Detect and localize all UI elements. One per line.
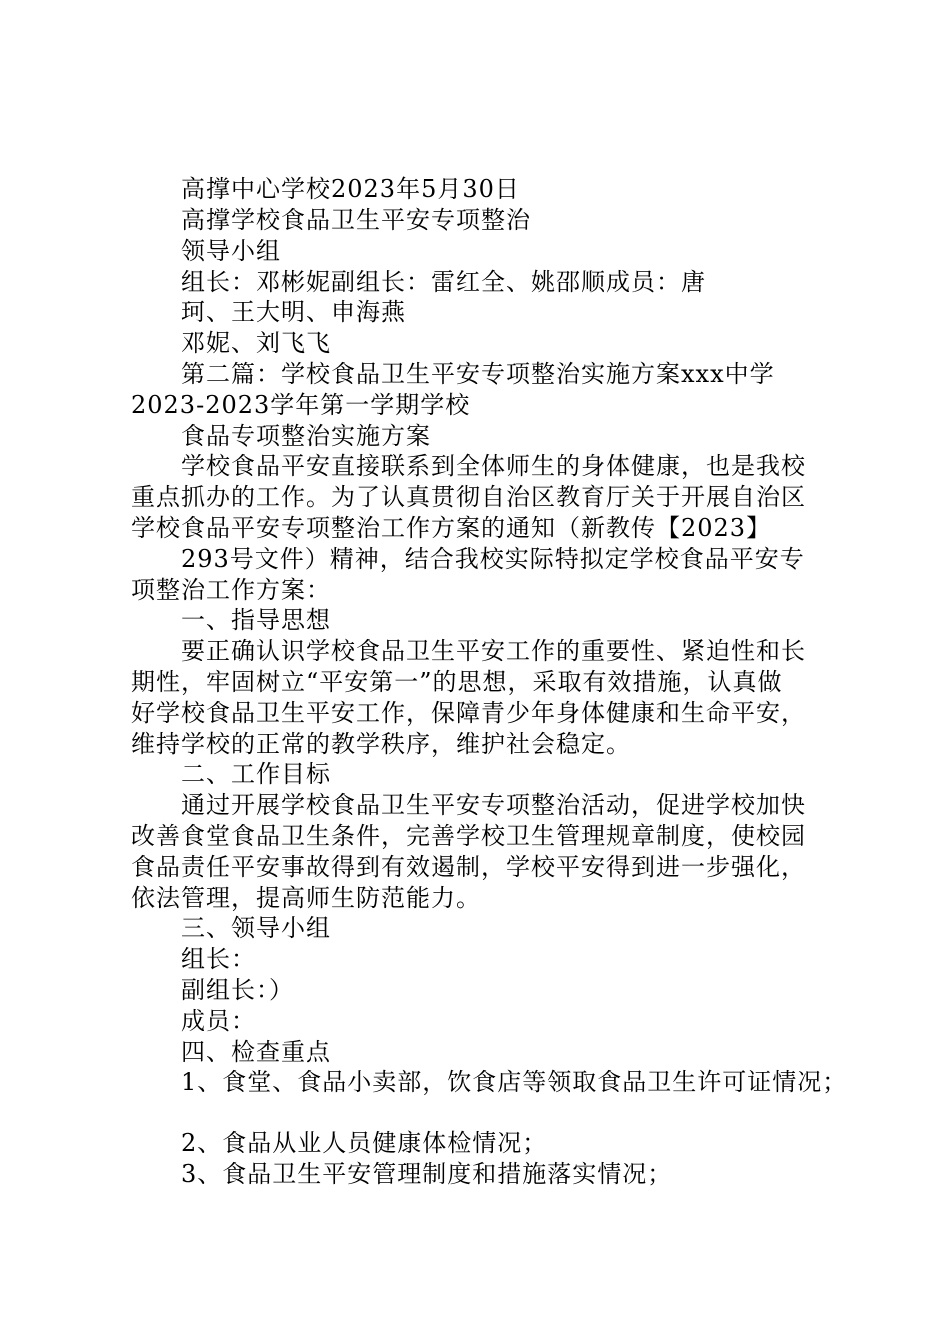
- paragraph-line: 通过开展学校食品卫生平安专项整治活动，促进学校加快: [181, 791, 806, 819]
- paragraph-line: 293号文件）精神，结合我校实际特拟定学校食品平安专: [181, 545, 805, 573]
- leadership-line: 组长：邓彬妮副组长：雷红全、姚邵顺成员：唐: [181, 268, 706, 296]
- members-line: 邓妮、刘飞飞: [181, 329, 331, 357]
- school-date-line: 高撑中心学校2023年5月30日: [181, 175, 520, 203]
- paragraph-line: 食品责任平安事故得到有效遏制，学校平安得到进一步强化，: [131, 853, 806, 881]
- heading-leadership-group: 三、领导小组: [181, 914, 331, 942]
- paragraph-line: 学校食品平安直接联系到全体师生的身体健康，也是我校: [181, 452, 806, 480]
- heading-work-goals: 二、工作目标: [181, 760, 331, 788]
- paragraph-line: 依法管理，提高师生防范能力。: [131, 884, 481, 912]
- list-item: 3、食品卫生平安管理制度和措施落实情况；: [181, 1160, 673, 1188]
- chapter-title: 第二篇：学校食品卫生平安专项整治实施方案xxx中学: [181, 360, 775, 388]
- paragraph-line: 改善食堂食品卫生条件，完善学校卫生管理规章制度，使校园: [131, 822, 806, 850]
- section-title: 高撑学校食品卫生平安专项整治: [181, 206, 531, 234]
- paragraph-line: 维持学校的正常的教学秩序，维护社会稳定。: [131, 730, 631, 758]
- heading-inspection-focus: 四、检查重点: [181, 1038, 331, 1066]
- members-line: 珂、王大明、申海燕: [181, 298, 406, 326]
- paragraph-line: 学校食品平安专项整治工作方案的通知（新教传【2023】: [131, 514, 772, 542]
- list-item: 1、食堂、食品小卖部，饮食店等领取食品卫生许可证情况；: [181, 1068, 848, 1096]
- paragraph-line: 项整治工作方案：: [131, 576, 331, 604]
- plan-title: 食品专项整治实施方案: [181, 422, 431, 450]
- members-field: 成员：: [181, 1007, 256, 1035]
- paragraph-line: 好学校食品卫生平安工作，保障青少年身体健康和生命平安，: [131, 699, 806, 727]
- heading-guiding-thought: 一、指导思想: [181, 606, 331, 634]
- paragraph-line: 要正确认识学校食品卫生平安工作的重要性、紧迫性和长: [181, 637, 806, 665]
- paragraph-line: 重点抓办的工作。为了认真贯彻自治区教育厅关于开展自治区: [131, 483, 806, 511]
- deputy-leader-field: 副组长：）: [181, 976, 294, 1004]
- paragraph-line: 期性，牢固树立“平安第一”的思想，采取有效措施，认真做: [131, 668, 783, 696]
- section-subtitle: 领导小组: [181, 237, 281, 265]
- list-item: 2、食品从业人员健康体检情况；: [181, 1129, 548, 1157]
- chapter-title-continued: 2023-2023学年第一学期学校: [131, 391, 471, 419]
- leader-field: 组长：: [181, 945, 256, 973]
